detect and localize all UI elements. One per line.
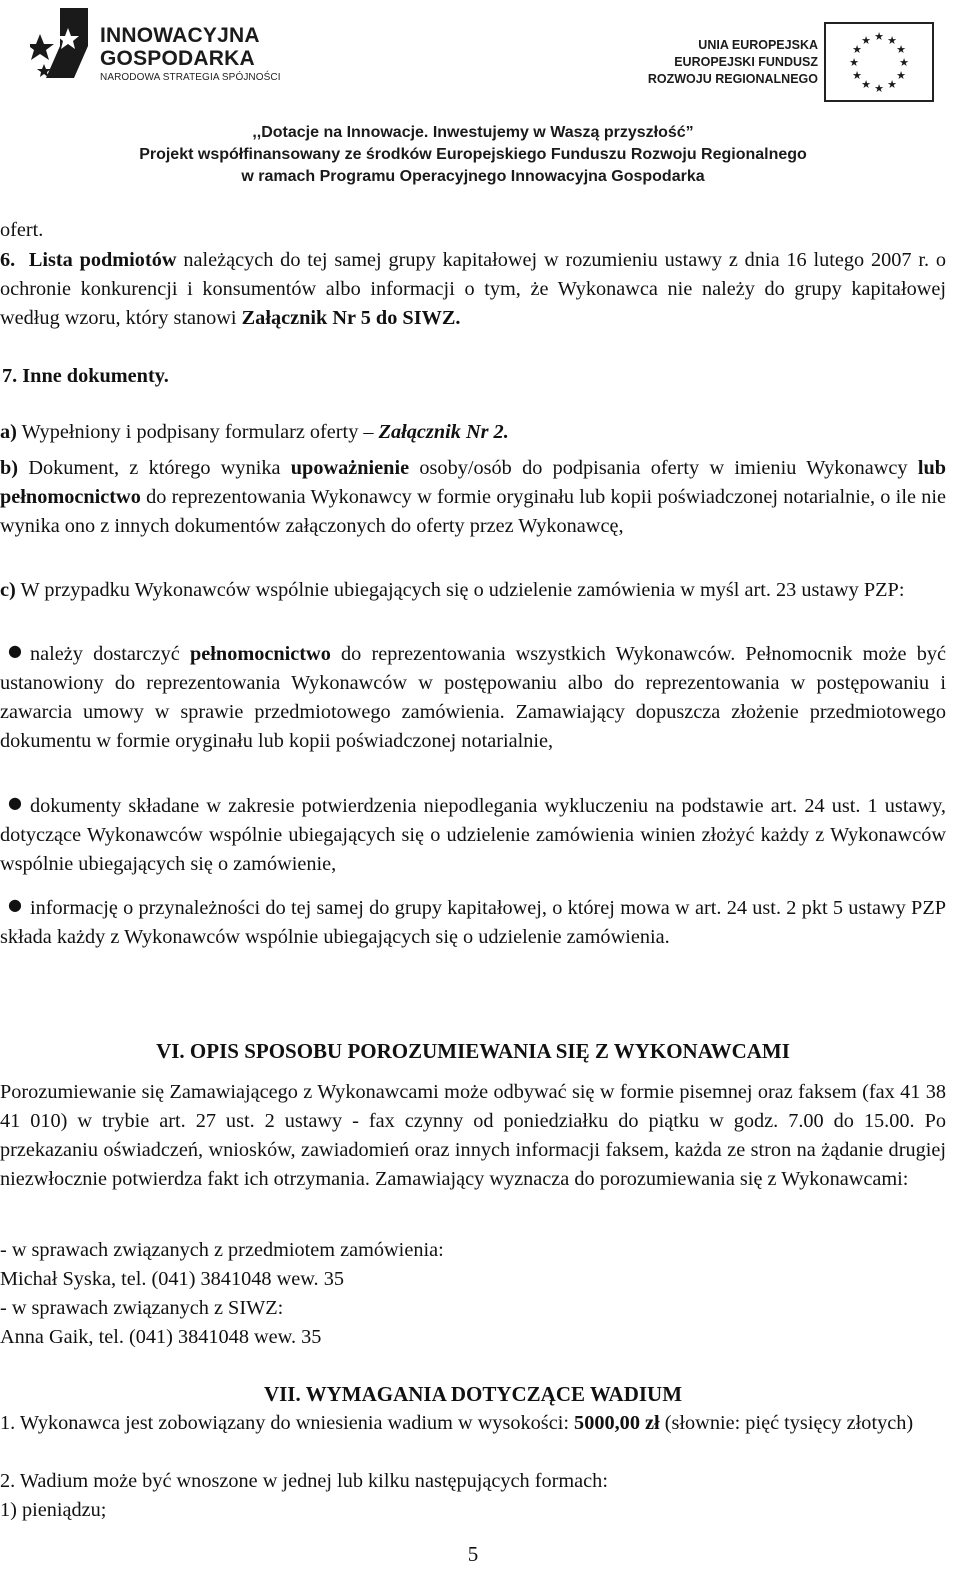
s7-point1-text-a: 1. Wykonawca jest zobowiązany do wniesienia wadium w wysokości: [0,1412,569,1434]
bullet1-bold: pełnomocnictwo [190,643,331,665]
item-a [0,418,946,447]
item-a-text: Wypełniony i podpisany formularz oferty – [21,421,374,443]
logo-line2: GOSPODARKA [100,47,255,70]
bullet-3: informację o przynależności do tej samej do grupy kapitałowej, o której mowa w art. 24 ust. 2 pkt 5 ustawy PZP składa każdy z Wykonawców wspólnie ubiegających się o udzielenie zamówienia. [0,897,946,948]
svg-text:★: ★ [887,78,897,91]
svg-text:★: ★ [852,69,862,82]
tagline-line1: ,,Dotacje na Innowacje. Inwestujemy w Waszą przyszłość” [252,124,694,141]
star-logo-icon [30,6,96,84]
tagline-line3: w ramach Programu Operacyjnego Innowacyjna Gospodarka [241,168,705,185]
item-7: 7. Inne dokumenty. [2,365,169,387]
section-6-title: VI. OPIS SPOSOBU POROZUMIEWANIA SIĘ Z WYKONAWCAMI [156,1039,790,1063]
logo-line1: INNOWACYJNA [100,24,260,47]
item-c [0,576,946,605]
tagline-line2: Projekt współfinansowany ze środków Europejskiego Funduszu Rozwoju Regionalnego [139,146,807,163]
contact1-label: - w sprawach związanych z przedmiotem zamówienia: [0,1239,444,1261]
item6-text: należących do tej samej grupy kapitałowej w rozumieniu ustawy z dnia 16 lutego 2007 r. o ochronie konkurencji i konsumentów albo informacji o tym, że Wykonawca nie należy do grupy kapitałowej według wzoru, który stanowi [0,249,946,329]
eu-line2: EUROPEJSKI FUNDUSZ [674,55,818,69]
page-number: 5 [467,1542,479,1566]
section-6-text: Porozumiewanie się Zamawiającego z Wykonawcami może odbywać się w formie pisemnej oraz faksem (fax 41 38 41 010) w trybie art. 27 ust. 2 ustawy - fax czynny od poniedziałku do piątku w godz. 7.00 do 15.00. Po przekazaniu oświadczeń, wniosków, zawiadomień oraz innych informacji faksem, każda ze stron na żądanie drugiej niezwłocznie potwierdza fakt ich otrzymania. Zamawiający wyznacza do porozumiewania się z Wykonawcami: [0,1081,946,1190]
innowacyjna-gospodarka-logo [30,6,290,86]
contact1: Michał Syska, tel. (041) 3841048 wew. 35 [0,1268,344,1290]
s7-point1-amount: 5000,00 zł [574,1412,660,1434]
item6-number: 6. [0,249,16,271]
section-7-title: VII. WYMAGANIA DOTYCZĄCE WADIUM [263,1382,683,1406]
svg-text:★: ★ [874,82,884,95]
text-ofert: ofert. [0,219,44,241]
s7-point3: 1) pieniądzu; [0,1499,107,1521]
bullet-icon: ● [8,641,22,660]
eu-flag-icon [824,22,934,102]
item6-title: Lista podmiotów [28,249,177,271]
eu-logo-text [640,37,818,88]
item-b-text2: osoby/osób do podpisania oferty w imieniu Wykonawcy [419,457,908,479]
svg-text:★: ★ [899,56,909,69]
item-a-label: a) [0,421,17,443]
svg-text:★: ★ [896,43,906,56]
bullet-icon: ● [8,793,22,812]
item-b-text1: Dokument, z którego wynika [28,457,281,479]
s7-point1 [0,1409,946,1438]
item-a-attachment: Załącznik Nr 2. [378,421,509,443]
svg-text:★: ★ [887,34,897,47]
item6-attachment: Załącznik Nr 5 do SIWZ. [241,307,461,329]
bullet-2: dokumenty składane w zakresie potwierdzenia niepodlegania wykluczeniu na podstawie art. 24 ust. 1 ustawy, dotyczące Wykonawców wspólnie ubiegających się o udzielenie zamówienia winien złożyć każdy z Wykonawców wspólnie ubiegających się o zamówienie, [0,795,946,875]
item-b-label: b) [0,457,19,479]
contact2: Anna Gaik, tel. (041) 3841048 wew. 35 [0,1326,322,1348]
s7-point2: 2. Wadium może być wnoszone w jednej lub kilku następujących formach: [0,1470,608,1492]
bullet1-text-a: należy dostarczyć [30,643,180,665]
svg-text:★: ★ [861,78,871,91]
item-b-bold2: lub pełnomocnictwo [0,457,947,508]
svg-text:★: ★ [896,69,906,82]
svg-text:★: ★ [861,34,871,47]
bullet1-text-b: do reprezentowania wszystkich Wykonawców. Pełnomocnik może być ustanowiony do reprezentowania Wykonawców w postępowaniu albo do reprezentowania w postępowaniu i zawarcia umowy w sprawie przedmiotowego zamówienia. Zamawiający dopuszcza złożenie przedmiotowego dokumentu w formie oryginału lub kopii poświadczonej notarialnie, [0,643,947,752]
project-tagline [0,122,946,188]
item-6 [0,246,946,333]
logo-subtitle: NARODOWA STRATEGIA SPÓJNOŚCI [100,72,281,83]
eu-line3: ROZWOJU REGIONALNEGO [647,72,818,86]
logo-name [100,24,260,70]
svg-text:★: ★ [852,43,862,56]
item-b [0,454,946,541]
item-c-label: c) [0,579,16,601]
s7-point1-text-b: (słownie: pięć tysięcy złotych) [664,1412,914,1434]
item-c-text: W przypadku Wykonawców wspólnie ubiegających się o udzielenie zamówienia w myśl art. 23 ustawy PZP: [20,579,905,601]
svg-text:★: ★ [874,30,884,43]
item-b-bold1: upoważnienie [290,457,410,479]
item-b-text3: do reprezentowania Wykonawcy w formie oryginału lub kopii poświadczonej notarialnie, o ile nie wynika ono z innych dokumentów załączonych do oferty przez Wykonawcę, [0,486,946,537]
eu-logo [640,22,940,102]
bullet-icon: ● [8,895,22,914]
contact2-label: - w sprawach związanych z SIWZ: [0,1297,284,1319]
bullet-1 [0,640,946,756]
eu-line1: UNIA EUROPEJSKA [698,38,818,52]
svg-text:★: ★ [849,56,859,69]
